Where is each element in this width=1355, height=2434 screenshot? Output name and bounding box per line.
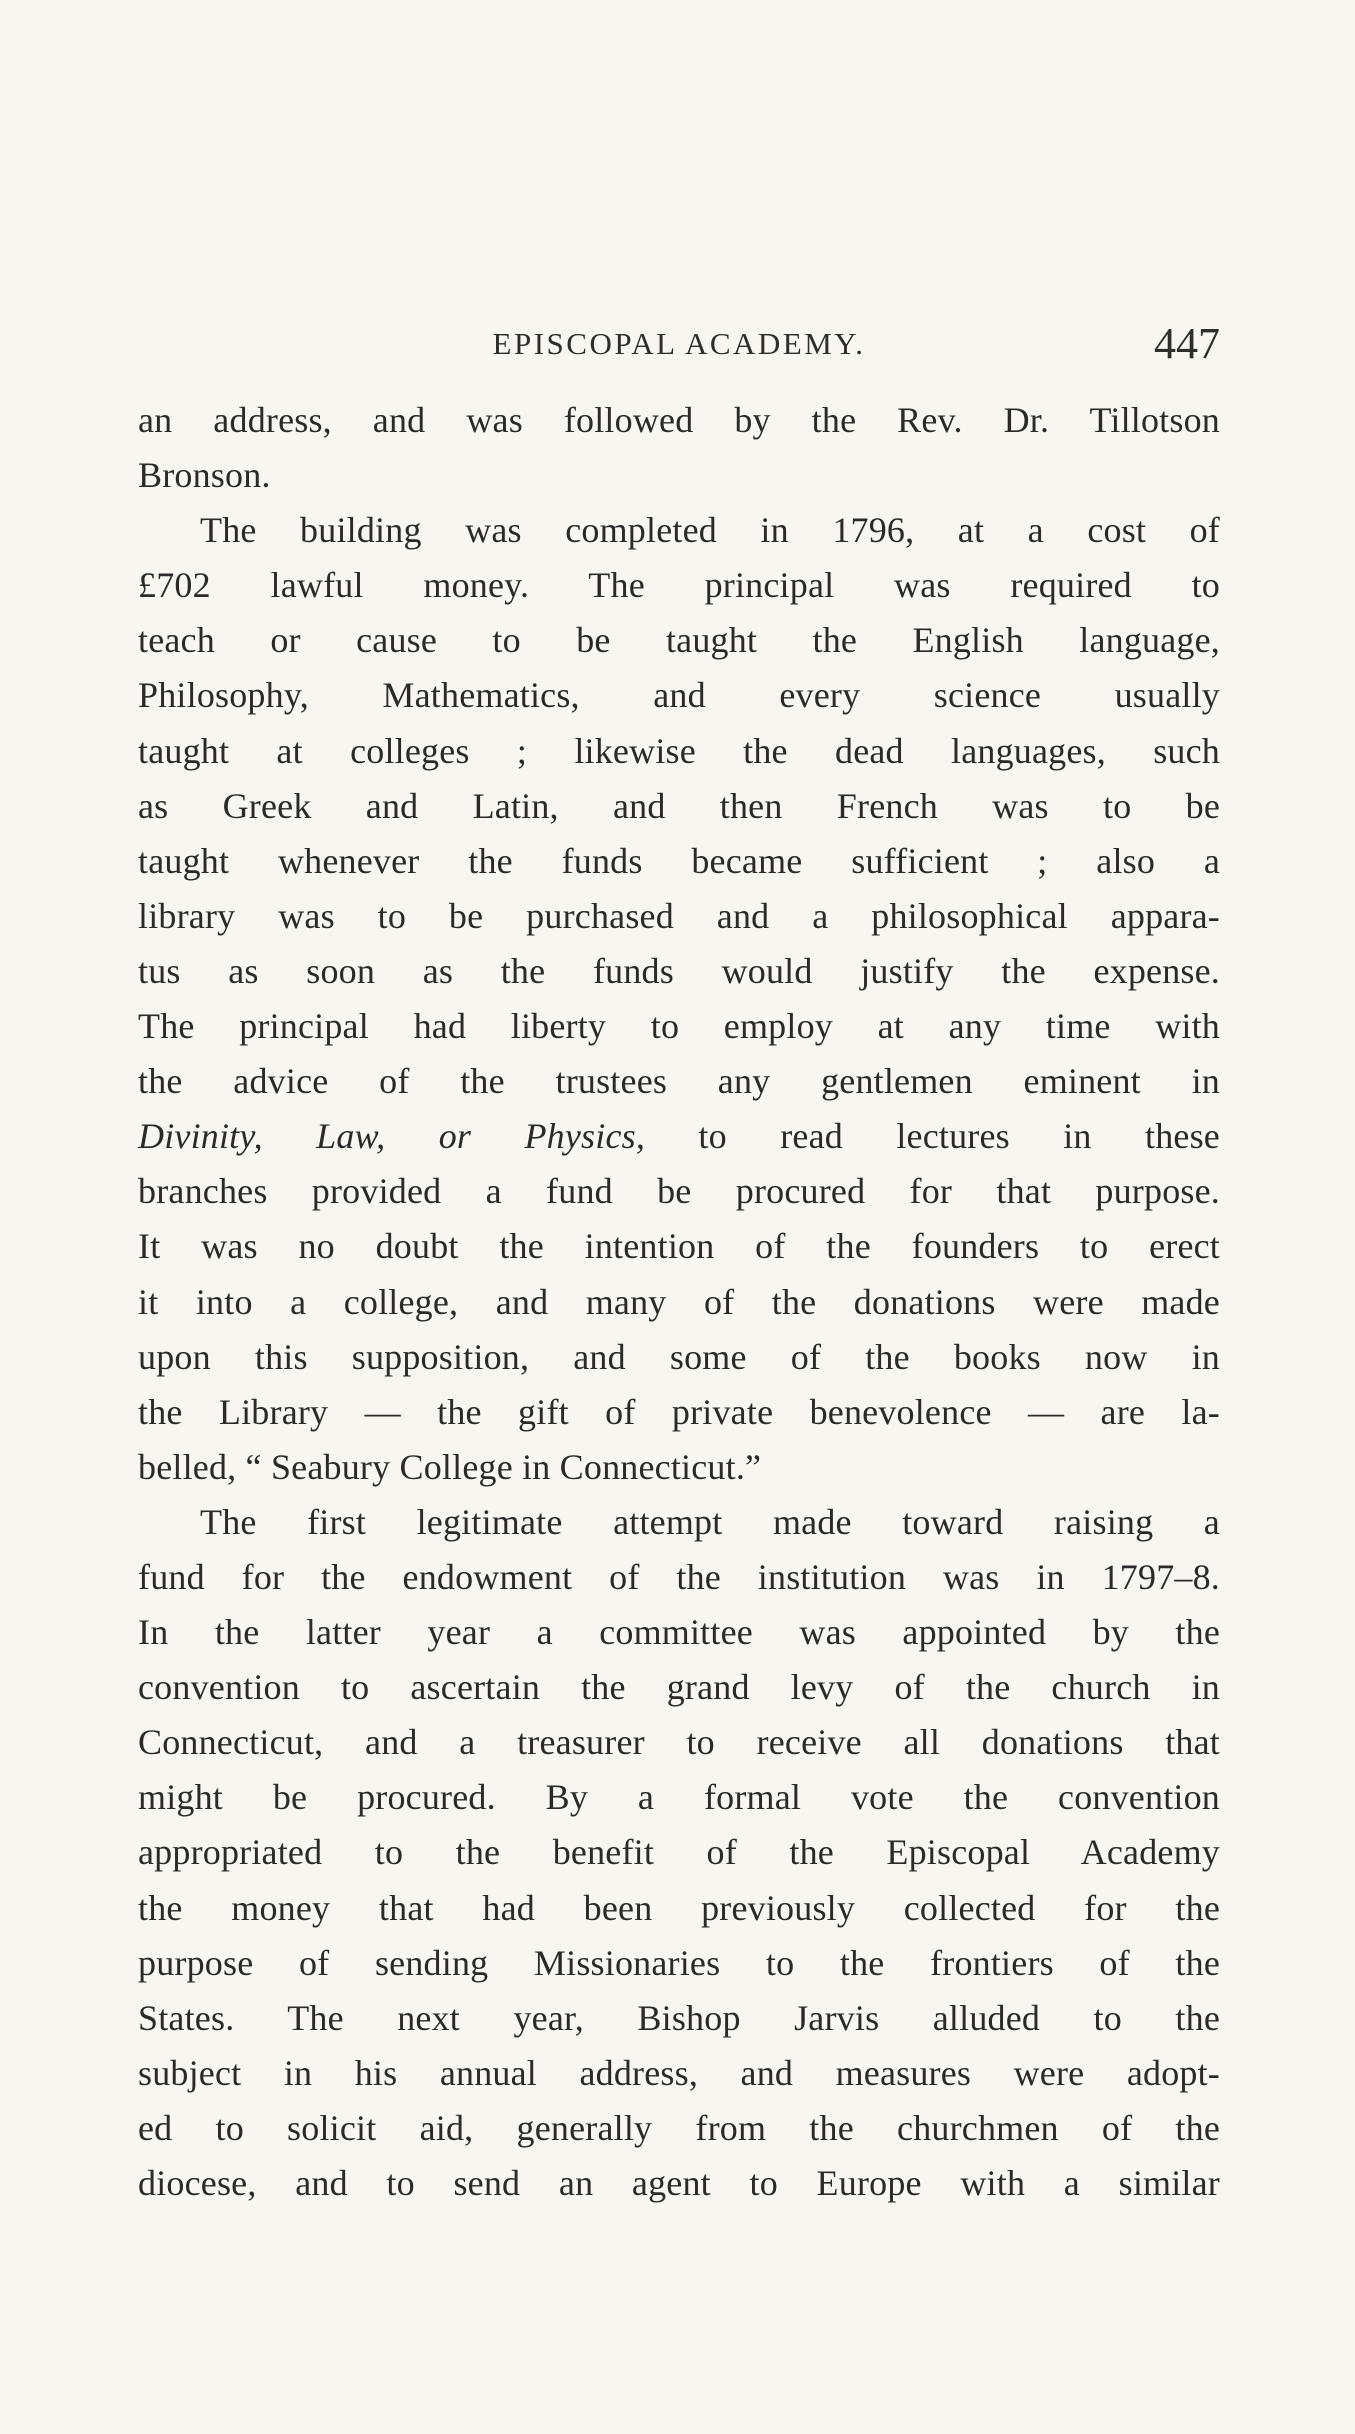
- italic-phrase: Divinity, Law, or Physics,: [138, 1116, 646, 1157]
- text-line: subject in his annual address, and measures were adopt-: [138, 2052, 1220, 2093]
- text-line: The building was completed in 1796, at a cost of: [200, 510, 1220, 551]
- text-line: States. The next year, Bishop Jarvis alluded to the: [138, 1997, 1220, 2038]
- text-line: might be procured. By a formal vote the convention: [138, 1777, 1220, 1818]
- text-line: the money that had been previously collected for the: [138, 1887, 1220, 1928]
- text-line: purpose of sending Missionaries to the frontiers of the: [138, 1942, 1220, 1983]
- text-line: [138, 1109, 1220, 1164]
- text-line: it into a college, and many of the donations were made: [138, 1281, 1220, 1322]
- text-line: Bronson.: [138, 455, 271, 496]
- running-title: EPISCOPAL ACADEMY.: [492, 326, 866, 361]
- text-line: fund for the endowment of the institution was in 1797–8.: [138, 1556, 1220, 1597]
- text-line: £702 lawful money. The principal was required to: [138, 565, 1220, 606]
- text-line: Connecticut, and a treasurer to receive all donations that: [138, 1722, 1220, 1763]
- text-line: diocese, and to send an agent to Europe with a similar: [138, 2163, 1220, 2203]
- text-line: Philosophy, Mathematics, and every science usually: [138, 675, 1220, 716]
- text-line: as Greek and Latin, and then French was to be: [138, 785, 1220, 826]
- text-line: taught at colleges ; likewise the dead languages, such: [138, 730, 1220, 771]
- text-line: an address, and was followed by the Rev. Dr. Tillotson: [138, 400, 1220, 440]
- text-line: ed to solicit aid, generally from the churchmen of the: [138, 2107, 1220, 2148]
- text-line: the Library — the gift of private benevolence — are la-: [138, 1391, 1220, 1432]
- body-text: [138, 393, 1220, 2211]
- text-line: library was to be purchased and a philosophical appara-: [138, 895, 1220, 936]
- text-line: The principal had liberty to employ at any time with: [138, 1006, 1220, 1047]
- text-line: teach or cause to be taught the English language,: [138, 620, 1220, 661]
- running-head: [138, 318, 1220, 378]
- text-line: taught whenever the funds became sufficient ; also a: [138, 840, 1220, 881]
- text-line: tus as soon as the funds would justify the expense.: [138, 950, 1220, 991]
- text-line: It was no doubt the intention of the founders to erect: [138, 1226, 1220, 1267]
- text-line: belled, “ Seabury College in Connecticut.”: [138, 1446, 762, 1487]
- text-line: appropriated to the benefit of the Episcopal Academy: [138, 1832, 1220, 1873]
- page-number: 447: [1154, 319, 1220, 368]
- text-line: branches provided a fund be procured for that purpose.: [138, 1171, 1220, 1212]
- text-line: upon this supposition, and some of the books now in: [138, 1336, 1220, 1377]
- text-line: The first legitimate attempt made toward raising a: [200, 1501, 1220, 1542]
- line-text: to read lectures in these: [645, 1116, 1220, 1157]
- text-line: the advice of the trustees any gentlemen eminent in: [138, 1061, 1220, 1102]
- text-line: convention to ascertain the grand levy of the church in: [138, 1667, 1220, 1708]
- text-line: In the latter year a committee was appointed by the: [138, 1612, 1220, 1653]
